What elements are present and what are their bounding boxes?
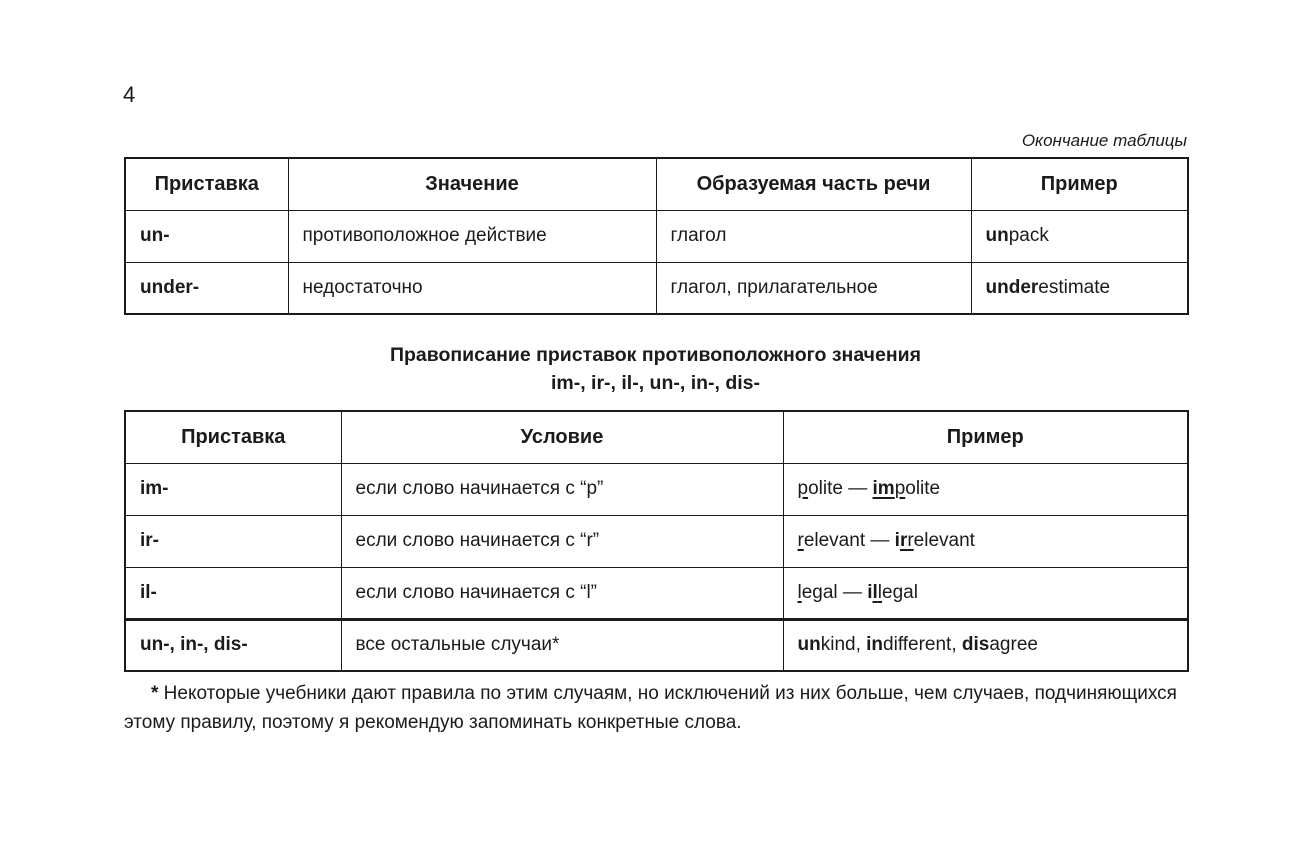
t2-cell-prefix: il- — [125, 567, 341, 619]
t2-header-condition: Условие — [341, 411, 783, 463]
section-heading-line1: Правописание приставок противоположного значения — [389, 344, 921, 366]
t2-cell-condition: если слово начинается с “l” — [341, 567, 783, 619]
section-heading — [124, 341, 1187, 397]
table-header-row — [125, 158, 1188, 210]
prefix-meaning-table — [124, 157, 1189, 315]
t1-header-part-of-speech: Образуемая часть речи — [656, 158, 971, 210]
t1-cell-prefix: un- — [125, 210, 288, 262]
page-number: 4 — [123, 82, 136, 107]
t2-cell-condition: если слово начинается с “p” — [341, 463, 783, 515]
t2-cell-example: relevant — irrelevant — [783, 515, 1188, 567]
t2-cell-prefix: im- — [125, 463, 341, 515]
t2-cell-condition: все остальные случаи* — [341, 619, 783, 671]
table-header-row — [125, 411, 1188, 463]
table-row — [125, 210, 1188, 262]
table-row — [125, 262, 1188, 314]
table-row — [125, 619, 1188, 671]
t1-header-prefix: Приставка — [125, 158, 288, 210]
footnote-asterisk: * — [151, 683, 159, 704]
t1-cell-prefix: under- — [125, 262, 288, 314]
t1-cell-example: underestimate — [971, 262, 1188, 314]
table-row — [125, 463, 1188, 515]
t1-header-meaning: Значение — [288, 158, 656, 210]
t1-cell-part-of-speech: глагол — [656, 210, 971, 262]
t1-cell-meaning: недостаточно — [288, 262, 656, 314]
table-row — [125, 567, 1188, 619]
t2-cell-example: polite — impolite — [783, 463, 1188, 515]
t1-cell-meaning: противоположное действие — [288, 210, 656, 262]
t1-header-example: Пример — [971, 158, 1188, 210]
footnote — [124, 679, 1188, 737]
t2-cell-example: unkind, indifferent, disagree — [783, 619, 1188, 671]
table-continuation-note: Окончание таблицы — [1021, 131, 1187, 150]
t1-cell-example: unpack — [971, 210, 1188, 262]
t2-header-example: Пример — [783, 411, 1188, 463]
footnote-text: Некоторые учебники дают правила по этим случаям, но исключений из них больше, чем случаев, подчиняющихся этому правилу, поэтому я рекомендую запоминать конкретные слова. — [124, 683, 1177, 733]
table-row — [125, 515, 1188, 567]
t2-cell-prefix: un-, in-, dis- — [125, 619, 341, 671]
t2-cell-prefix: ir- — [125, 515, 341, 567]
t1-cell-part-of-speech: глагол, прилагательное — [656, 262, 971, 314]
t2-cell-condition: если слово начинается с “r” — [341, 515, 783, 567]
section-heading-line2: im-, ir-, il-, un-, in-, dis- — [550, 372, 761, 394]
t2-cell-example: legal — illegal — [783, 567, 1188, 619]
prefix-spelling-table — [124, 410, 1189, 672]
t2-header-prefix: Приставка — [125, 411, 341, 463]
